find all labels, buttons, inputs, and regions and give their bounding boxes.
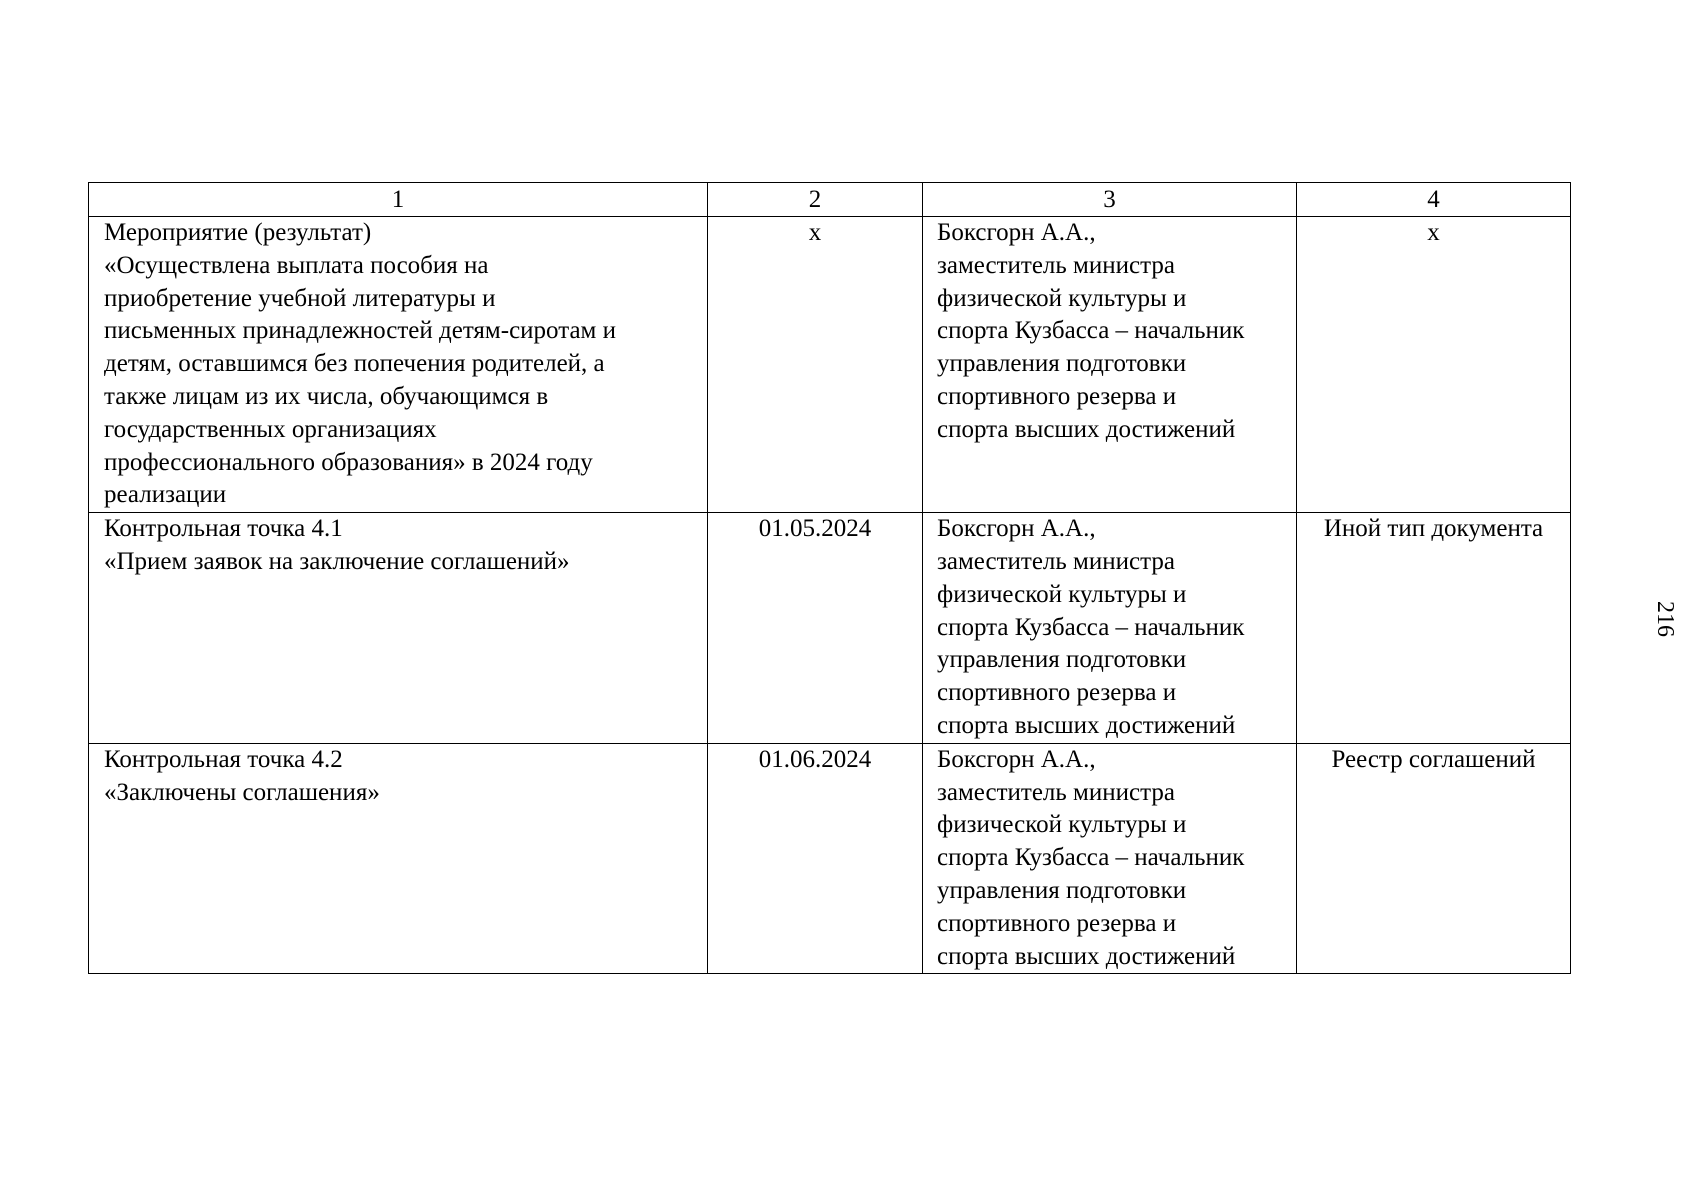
date-cell: 01.06.2024 [708,743,923,974]
header-cell-3: 3 [923,183,1297,217]
text-line: детям, оставшимся без попечения родителей, а [104,350,605,378]
date-cell: x [708,217,923,513]
text-line: профессионального образования» в 2024 году [104,448,593,476]
document-type-cell: Реестр соглашений [1297,743,1571,974]
responsible-person-cell [923,743,1297,974]
text-line: заместитель министра [937,778,1175,806]
text-line: спорта высших достижений [937,711,1236,739]
event-description-cell [89,743,708,974]
text-line: управления подготовки [937,350,1187,378]
text-line: спорта высших достижений [937,942,1236,970]
text-line: управления подготовки [937,646,1187,674]
text-line: «Заключены соглашения» [104,778,380,806]
text-line: физической культуры и [937,811,1187,839]
text-line: заместитель министра [937,547,1175,575]
text-line: Контрольная точка 4.2 [104,745,343,773]
table-row [89,743,1571,974]
table-row [89,513,1571,744]
text-line: спортивного резерва и [937,382,1177,410]
header-cell-1: 1 [89,183,708,217]
text-line: управления подготовки [937,876,1187,904]
table-header-row [89,183,1571,217]
page-number: 216 [1652,601,1678,637]
text-line: Контрольная точка 4.1 [104,515,343,543]
text-line: спорта Кузбасса – начальник [937,317,1245,345]
document-type-cell: x [1297,217,1571,513]
text-line: физической культуры и [937,284,1187,312]
header-cell-2: 2 [708,183,923,217]
event-description-cell [89,513,708,744]
text-line: заместитель министра [937,251,1175,279]
text-line: спорта Кузбасса – начальник [937,613,1245,641]
date-cell: 01.05.2024 [708,513,923,744]
event-description-cell [89,217,708,513]
text-line: спортивного резерва и [937,909,1177,937]
header-cell-4: 4 [1297,183,1571,217]
text-line: государственных организациях [104,415,437,443]
text-line: также лицам из их числа, обучающимся в [104,382,549,410]
text-line: Мероприятие (результат) [104,219,372,246]
text-line: приобретение учебной литературы и [104,284,496,312]
text-line: спорта высших достижений [937,415,1236,443]
text-line: физической культуры и [937,580,1187,608]
text-line: спорта Кузбасса – начальник [937,844,1245,872]
responsible-person-cell [923,513,1297,744]
text-line: Боксгорн А.А., [937,745,1096,773]
document-table [88,182,1571,974]
responsible-person-cell [923,217,1297,513]
text-line: спортивного резерва и [937,679,1177,707]
table-row [89,217,1571,513]
text-line: реализации [104,481,227,509]
document-type-cell: Иной тип документа [1297,513,1571,744]
text-line: письменных принадлежностей детям-сиротам и [104,317,616,345]
text-line: Боксгорн А.А., [937,219,1096,246]
text-line: «Осуществлена выплата пособия на [104,251,489,279]
text-line: Боксгорн А.А., [937,515,1096,543]
text-line: «Прием заявок на заключение соглашений» [104,547,570,575]
